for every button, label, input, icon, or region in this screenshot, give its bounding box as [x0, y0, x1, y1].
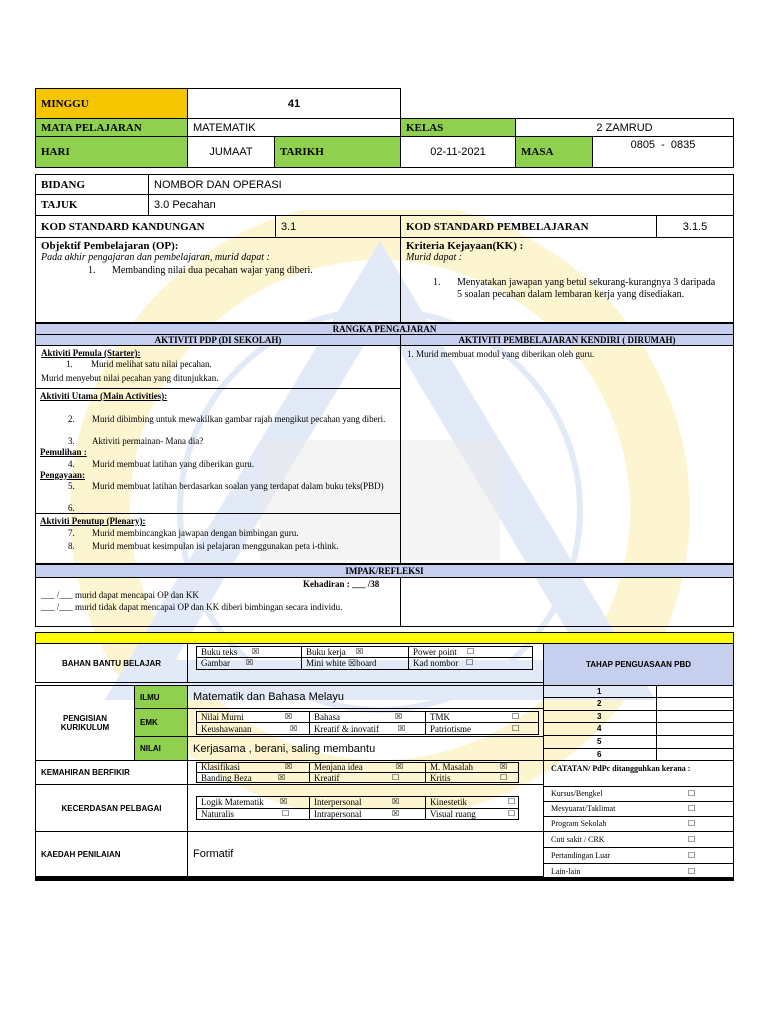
- emk-label: EMK: [134, 708, 188, 737]
- kaedah-label: KAEDAH PENILAIAN: [35, 831, 188, 877]
- tajuk-label: TAJUK: [35, 194, 149, 216]
- emk-grid-vline-2: [425, 711, 426, 735]
- kecerdasan-label: KECERDASAN PELBAGAI: [35, 784, 188, 832]
- catatan-item-5: Pertandingan Luar: [551, 851, 611, 860]
- catatan-item-1: Kursus/Bengkel: [551, 789, 603, 798]
- pengayaan-item-text: Murid membuat latihan berdasarkan soalan yang terdapat dalam buku teks(PBD): [92, 481, 384, 491]
- emk-item-2: Bahasa: [314, 712, 340, 722]
- tahap-level-6: 6: [597, 750, 602, 759]
- kecerdasan-check-5[interactable]: ☒: [392, 809, 400, 818]
- impak-title: IMPAK/REFLEKSI: [35, 564, 734, 578]
- bahan-item-1: Buku teks: [201, 647, 238, 657]
- penutup-title: Aktiviti Penutup (Plenary):: [40, 516, 146, 526]
- tahap-level-3: 3: [597, 712, 602, 721]
- kbat-check-2[interactable]: ☒: [396, 762, 404, 771]
- bahan-item-3: Power point: [413, 647, 457, 657]
- tahap-hline-3: [543, 722, 734, 723]
- bahan-check-4[interactable]: ☒: [246, 658, 254, 667]
- minggu-label: MINGGU: [35, 88, 188, 119]
- catatan-hline-5: [543, 863, 734, 864]
- masa-label: MASA: [515, 136, 593, 168]
- catatan-check-2[interactable]: ☐: [688, 804, 696, 813]
- tahap-hline-4: [543, 735, 734, 736]
- emk-grid-vline-1: [309, 711, 310, 735]
- objektif-intro: Pada akhir pengajaran dan pembelajaran, murid dapat :: [41, 252, 270, 263]
- impak-right-box: [400, 577, 734, 627]
- kriteria-title: Kriteria Kejayaan(KK) :: [406, 240, 524, 252]
- kbat-item-6: Kritis: [430, 773, 451, 783]
- mata-pelajaran-label: MATA PELAJARAN: [35, 118, 188, 137]
- penutup-item-8-num: 8.: [68, 541, 75, 551]
- permulaan-extra: Murid menyebut nilai pecahan yang ditunjukkan.: [41, 373, 219, 383]
- utama-title: Aktiviti Utama (Main Activities):: [40, 391, 168, 401]
- catatan-check-1[interactable]: ☐: [688, 789, 696, 798]
- utama-item-3-text: Aktiviti permainan- Mana dia?: [92, 436, 204, 446]
- kod-standard-kandungan-value: 3.1: [275, 215, 401, 238]
- kod-standard-kandungan-label: KOD STANDARD KANDUNGAN: [35, 215, 276, 238]
- kecerdasan-check-1[interactable]: ☒: [280, 797, 288, 806]
- tahap-hline-2: [543, 710, 734, 711]
- catatan-check-6[interactable]: ☐: [688, 867, 696, 876]
- emk-item-6: Patriotisme: [430, 724, 471, 734]
- tarikh-value: 02-11-2021: [400, 136, 516, 168]
- bahan-check-2[interactable]: ☒: [356, 647, 364, 656]
- kbat-item-4: Banding Beza: [201, 773, 252, 783]
- rangka-left-title: AKTIVITI PDP (DI SEKOLAH): [35, 334, 401, 346]
- emk-check-4[interactable]: ☒: [290, 724, 298, 733]
- tahap-level-5: 5: [597, 737, 602, 746]
- starter-divider: [35, 388, 401, 389]
- kbat-item-2: Menjana idea: [314, 762, 363, 772]
- bahan-item-4: Gambar: [201, 658, 230, 668]
- kbat-grid-vline-2: [425, 762, 426, 783]
- mata-pelajaran-value: MATEMATIK: [187, 118, 401, 137]
- kriteria-item-num: 1.: [433, 277, 441, 288]
- catatan-item-3: Program Sekolah: [551, 819, 607, 828]
- emk-check-3[interactable]: ☐: [512, 712, 520, 721]
- catatan-hline-4: [543, 847, 734, 848]
- kod-standard-pembelajaran-label: KOD STANDARD PEMBELAJARAN: [400, 215, 657, 238]
- emk-item-3: TMK: [430, 712, 450, 722]
- bahan-grid-vline-2: [408, 646, 409, 670]
- bahan-item-5: Mini white ☒board: [306, 658, 377, 668]
- kehadiran: Kehadiran : ___ /38: [303, 579, 380, 589]
- kecerdasan-item-3: Kinestetik: [430, 797, 467, 807]
- objektif-title: Objektif Pembelajaran (OP):: [41, 240, 179, 252]
- impak-box: [35, 577, 401, 627]
- kecerdasan-check-2[interactable]: ☒: [392, 797, 400, 806]
- kecerdasan-check-3[interactable]: ☐: [508, 797, 516, 806]
- catatan-item-4: Cuti sakit / CRK: [551, 835, 605, 844]
- ilmu-value: Matematik dan Bahasa Melayu: [187, 685, 544, 709]
- pengayaan-item-num: 5.: [68, 481, 75, 491]
- tahap-level-1: 1: [597, 687, 602, 696]
- utama-item-2-num: 2.: [68, 414, 75, 424]
- bidang-value: NOMBOR DAN OPERASI: [148, 174, 734, 195]
- pengayaan-title: Pengayaan:: [40, 470, 85, 480]
- emk-check-2[interactable]: ☒: [395, 712, 403, 721]
- bahan-check-6[interactable]: ☐: [466, 658, 474, 667]
- catatan-item-6: Lain-lain: [551, 867, 581, 876]
- kecerdasan-item-6: Visual ruang: [430, 809, 476, 819]
- bahan-item-2: Buku kerja: [306, 647, 346, 657]
- emk-check-1[interactable]: ☒: [285, 712, 293, 721]
- kbat-check-5[interactable]: ☐: [392, 773, 400, 782]
- kod-standard-pembelajaran-value: 3.1.5: [656, 215, 734, 238]
- tahap-label: TAHAP PENGUASAAN PBD: [543, 643, 734, 686]
- kelas-label: KELAS: [400, 118, 516, 137]
- utama-item-6-num: 6.: [68, 503, 75, 513]
- objektif-item-num: 1.: [88, 265, 96, 276]
- bahan-item-6: Kad nombor: [413, 658, 459, 668]
- tahap-level-4: 4: [597, 724, 602, 733]
- aktiviti-kendiri-box: [400, 345, 734, 564]
- kecerdasan-item-4: Naturalis: [201, 809, 234, 819]
- utama-item-2-text: Murid dibimbing untuk mewakilkan gambar rajah mengikut pecahan yang diberi.: [92, 414, 386, 424]
- nilai-label: NILAI: [134, 736, 188, 761]
- catatan-check-4[interactable]: ☐: [688, 835, 696, 844]
- emk-item-4: Keushawanan: [201, 724, 252, 734]
- catatan-hline-3: [543, 831, 734, 832]
- ilmu-label: ILMU: [134, 685, 188, 709]
- penutup-item-7-text: Murid membincangkan jawapan dengan bimbingan guru.: [92, 528, 299, 538]
- rangka-right-title: AKTIVITI PEMBELAJARAN KENDIRI ( DIRUMAH): [400, 334, 734, 346]
- kbat-check-3[interactable]: ☒: [500, 762, 508, 771]
- utama-item-3-num: 3.: [68, 436, 75, 446]
- catatan-hline-0: [543, 786, 734, 787]
- catatan-check-3[interactable]: ☐: [688, 819, 696, 828]
- emk-check-5[interactable]: ☒: [398, 724, 406, 733]
- kbat-item-1: Klasifikasi: [201, 762, 240, 772]
- penutup-item-8-text: Murid membuat kesimpulan isi pelajaran menggunakan peta i-think.: [92, 541, 339, 551]
- permulaan-title: Aktiviti Pemula (Starter):: [41, 348, 141, 358]
- catatan-hline-2: [543, 816, 734, 817]
- kbat-grid-vline-1: [309, 762, 310, 783]
- impak-line-2: ___ /___ murid tidak dapat mencapai OP dan KK diberi bimbingan secara individu.: [41, 602, 343, 612]
- pemulihan-item-num: 4.: [68, 459, 75, 469]
- kriteria-intro: Murid dapat :: [406, 252, 463, 263]
- catatan-check-5[interactable]: ☐: [688, 851, 696, 860]
- kecerdasan-check-6[interactable]: ☐: [508, 809, 516, 818]
- kecerdasan-grid-vline-1: [309, 796, 310, 820]
- hari-label: HARI: [35, 136, 188, 168]
- tahap-level-2: 2: [597, 699, 602, 708]
- tajuk-value: 3.0 Pecahan: [148, 194, 734, 216]
- tahap-hline-1: [543, 697, 734, 698]
- tahap-hline-5: [543, 748, 734, 749]
- bottom-border: [35, 877, 734, 881]
- permulaan-item-text: Murid melihat satu nilai pecahan.: [91, 359, 212, 369]
- kecerdasan-item-5: Intrapersonal: [314, 809, 362, 819]
- objektif-item-text: Membanding nilai dua pecahan wajar yang diberi.: [112, 265, 313, 276]
- hari-value: JUMAAT: [187, 136, 275, 168]
- kemahiran-label: KEMAHIRAN BERFIKIR: [35, 760, 188, 785]
- catatan-title: CATATAN/ PdPc ditangguhkan kerana :: [551, 764, 691, 773]
- emk-item-5: Kreatif & inovatif: [314, 724, 379, 734]
- pengisian-label: PENGISIAN KURIKULUM: [35, 685, 135, 761]
- kecerdasan-check-4[interactable]: ☐: [282, 809, 290, 818]
- masa-value: 0805 - 0835: [592, 136, 734, 168]
- kbat-item-5: Kreatif: [314, 773, 340, 783]
- emk-check-6[interactable]: ☐: [512, 724, 520, 733]
- tarikh-label: TARIKH: [274, 136, 401, 168]
- catatan-hline-1: [543, 801, 734, 802]
- kaedah-value: Formatif: [187, 831, 544, 877]
- pemulihan-item-text: Murid membuat latihan yang diberikan guru.: [92, 459, 254, 469]
- objektif-box: [35, 237, 401, 323]
- bidang-label: BIDANG: [35, 174, 149, 195]
- kelas-value: 2 ZAMRUD: [515, 118, 734, 137]
- catatan-item-2: Mesyuarat/Taklimat: [551, 804, 616, 813]
- kriteria-item-text: Menyatakan jawapan yang betul sekurang-kurangnya 3 daripada 5 soalan pecahan dalam lembaran kerja yang disediakan.: [457, 277, 716, 300]
- kriteria-box: [400, 237, 734, 323]
- pemulihan-title: Pemulihan :: [40, 447, 87, 457]
- bahan-grid-vline-1: [301, 646, 302, 670]
- nilai-value: Kerjasama , berani, saling membantu: [187, 736, 544, 761]
- rangka-title: RANGKA PENGAJARAN: [35, 323, 734, 335]
- kbat-check-4[interactable]: ☒: [278, 773, 286, 782]
- impak-line-1: ___ /___ murid dapat mencapai OP dan KK: [41, 590, 199, 600]
- emk-grid-hline: [196, 722, 539, 723]
- bahan-label: BAHAN BANTU BELAJAR: [35, 643, 188, 683]
- bahan-check-3[interactable]: ☐: [467, 647, 475, 656]
- kendiri-item: 1. Murid membuat modul yang diberikan oleh guru.: [407, 349, 595, 359]
- minggu-value: 41: [187, 88, 401, 119]
- bahan-check-1[interactable]: ☒: [252, 647, 260, 656]
- kecerdasan-grid-vline-2: [425, 796, 426, 820]
- kbat-check-6[interactable]: ☐: [500, 773, 508, 782]
- emk-item-1: Nilai Murni: [201, 712, 244, 722]
- kecerdasan-item-2: Interpersonal: [314, 797, 362, 807]
- kbat-item-3: M. Masalah: [430, 762, 473, 772]
- kbat-check-1[interactable]: ☒: [285, 762, 293, 771]
- penutup-item-7-num: 7.: [68, 528, 75, 538]
- utama-divider: [35, 513, 401, 514]
- permulaan-item-num: 1.: [66, 359, 73, 369]
- kecerdasan-item-1: Logik Matematik: [201, 797, 264, 807]
